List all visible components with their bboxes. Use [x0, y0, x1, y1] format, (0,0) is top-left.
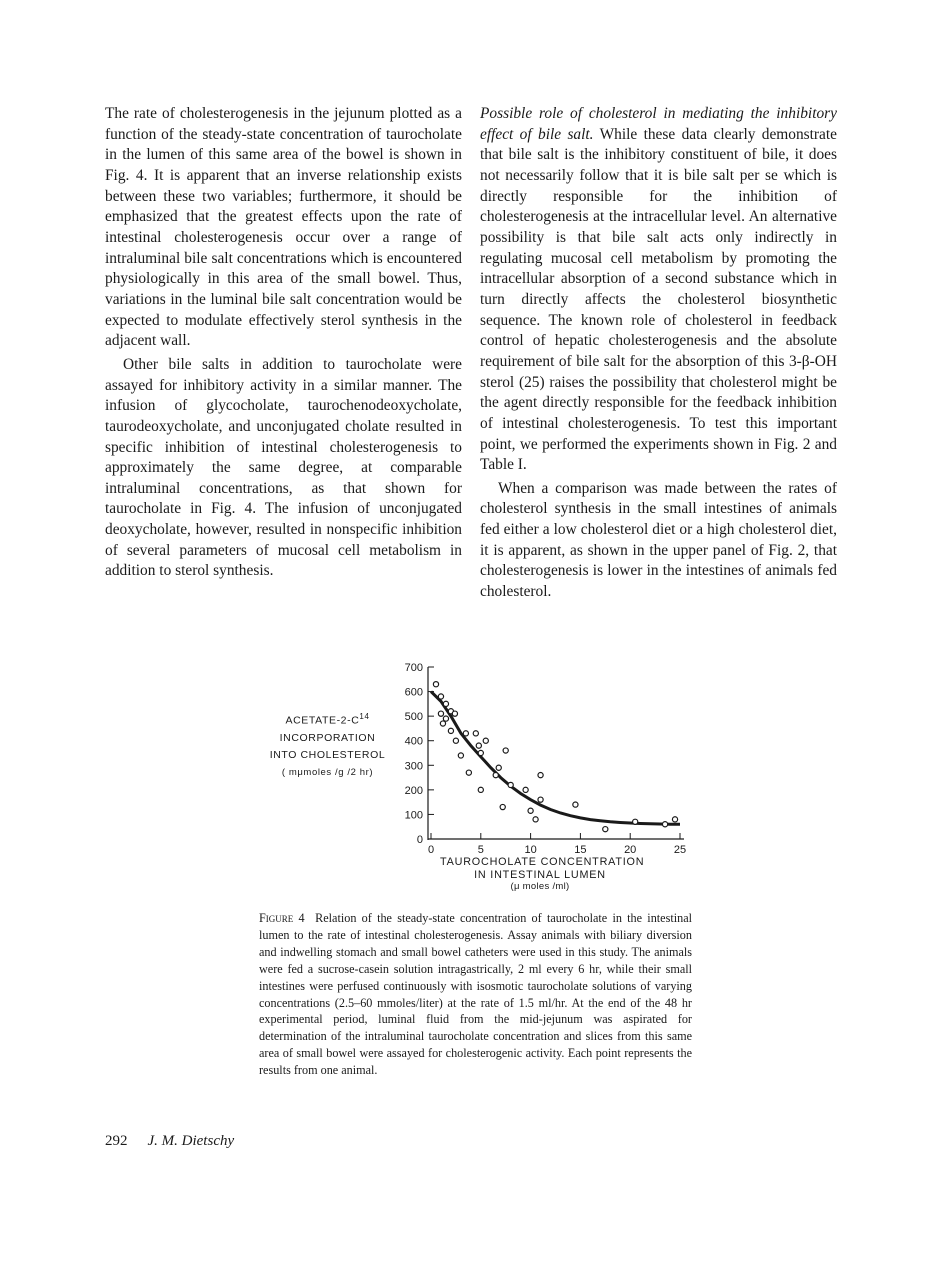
y-tick-label: 300 — [404, 760, 423, 773]
y-axis-label-line: ACETATE-$2-C^{14}$ — [285, 712, 370, 727]
data-point — [476, 743, 481, 748]
x-tick-label: 25 — [673, 844, 687, 856]
figure-caption — [259, 910, 692, 1079]
data-point — [573, 802, 578, 807]
x-axis-label-line: IN INTESTINAL LUMEN — [474, 868, 606, 881]
caption-text: Relation of the steady-state concentration of taurocholate in the intestinal lumen to the rate of intestinal cholesterogenesis. Assay animals with biliary diversion and indwelling stomach and small bowel catheters were used in this study. The animals were fed a sucrose-casein solution intragastrically, 2 ml every 6 hr, while their small intestines were perfused continuously with isosmotic taurocholate solutions of varying concentrations (2.5–60 mmoles/liter) at the rate of 1.5 ml/hr. At the end of the 48 hr experimental period, luminal fluid from the mid-jejunum was aspirated for determination of the intraluminal taurocholate concentration and slices from this same area of small bowel were assayed for cholesterogenic activity. Each point represents the results from one animal. — [259, 911, 692, 1078]
data-point — [443, 716, 448, 721]
section-run-in-heading: Possible role of cholesterol in mediating the inhibitory effect of bile salt. — [480, 105, 837, 143]
data-point — [448, 728, 453, 733]
data-point — [466, 770, 471, 775]
data-point — [500, 804, 505, 809]
data-point — [603, 827, 608, 832]
data-point — [453, 738, 458, 743]
data-point — [533, 817, 538, 822]
running-author: J. M. Dietschy — [147, 1133, 235, 1149]
fitted-curve — [431, 692, 680, 825]
body-paragraph: The rate of cholesterogenesis in the jejunum plotted as a function of the steady-state concentration of taurocholate in the lumen of this same area of the bowel is shown in Fig. 4. It is apparent that an inverse relationship exists between these two variables; furthermore, it should be emphasized that the greatest effects upon the rate of intestinal cholesterogenesis occur over a range of intraluminal bile salt concentrations which is encountered physiologically in this area of the small bowel. Thus, variations in the luminal bile salt concentration would be expected to modulate effectively sterol synthesis in the adjacent wall. — [105, 105, 462, 350]
data-point — [483, 738, 488, 743]
y-tick-label: 600 — [404, 686, 423, 699]
data-point — [478, 787, 483, 792]
data-point — [523, 787, 528, 792]
data-point — [633, 819, 638, 824]
right-column — [480, 104, 837, 603]
x-axis-label — [440, 856, 645, 894]
y-axis-label-line: INCORPORATION — [279, 731, 376, 744]
data-point — [452, 711, 457, 716]
y-tick-label: 700 — [404, 662, 423, 674]
y-axis-label-line: ( mμmoles /g /2 hr) — [281, 766, 374, 778]
body-paragraph — [480, 104, 837, 476]
page-number: 292 — [105, 1133, 128, 1149]
y-axis-label-line: INTO CHOLESTEROL — [269, 748, 386, 761]
data-point — [440, 721, 445, 726]
data-point — [478, 750, 483, 755]
data-point — [463, 731, 468, 736]
data-point — [473, 731, 478, 736]
left-column — [105, 104, 462, 582]
data-point — [672, 817, 677, 822]
data-point — [438, 694, 443, 699]
data-point — [503, 748, 508, 753]
body-paragraph: When a comparison was made between the rates of cholesterol synthesis in the small intestines of animals fed either a low cholesterol diet or a high cholesterol diet, it is apparent, as shown in the upper panel of Fig. 2, that cholesterogenesis is lower in the intestines of animals fed cholesterol. — [480, 479, 837, 601]
x-tick-label: 20 — [624, 844, 637, 856]
data-point — [458, 753, 463, 758]
caption-label: Figure 4 — [259, 911, 305, 925]
data-point — [433, 682, 438, 687]
y-tick-label: 400 — [404, 735, 423, 748]
data-point — [493, 773, 498, 778]
data-point — [538, 797, 543, 802]
y-tick-label: 200 — [404, 784, 423, 797]
y-tick-label: 500 — [404, 711, 423, 724]
x-tick-label: 5 — [477, 844, 484, 856]
y-tick-label: 100 — [404, 809, 423, 822]
figure-4-chart — [255, 655, 705, 900]
y-axis-label — [260, 708, 395, 781]
body-paragraph: Other bile salts in addition to taurocholate were assayed for inhibitory activity in a similar manner. The infusion of glycocholate, taurochenodeoxycholate, taurodeoxycholate, and unconjugated cholate resulted in specific inhibition of intestinal cholesterogenesis to approximately the same degree, at comparable intraluminal concentrations, as that shown for taurocholate in Fig. 4. The infusion of unconjugated deoxycholate, however, resulted in nonspecific inhibition of several parameters of mucosal cell metabolism in addition to sterol synthesis. — [105, 355, 462, 580]
data-point — [528, 808, 533, 813]
body-text: While these data clearly demonstrate that bile salt is the inhibitory constituent of bile, it does not necessarily follow that it is bile salt per se which is directly responsible for the inhibition of cholesterogenesis at the intracellular level. An alternative possibility is that bile salt acts only indirectly in regulating mucosal cell metabolism by promoting the intracellular absorption of a second substance which in turn directly affects the cholesterol biosynthetic sequence. The known role of cholesterol in feedback control of hepatic cholesterogenesis and the absolute requirement of bile salt for the absorption of this 3-β-OH sterol (25) raises the possibility that cholesterol might be the agent directly responsible for the feedback inhibition of intestinal cholesterogenesis. To test this important point, we performed the experiments shown in Fig. 2 and Table I. — [480, 125, 837, 474]
data-point — [443, 701, 448, 706]
x-tick-label: 10 — [524, 844, 537, 856]
data-point — [438, 711, 443, 716]
data-point — [496, 765, 501, 770]
x-axis-label-line: (μ moles /ml) — [510, 881, 570, 892]
x-tick-label: 0 — [427, 844, 435, 856]
x-axis-label-line: TAUROCHOLATE CONCENTRATION — [440, 856, 645, 868]
data-point — [538, 773, 543, 778]
page-footer — [105, 1133, 234, 1150]
data-point — [662, 822, 667, 827]
x-tick-label: 15 — [574, 844, 587, 856]
data-point — [508, 782, 513, 787]
y-tick-label: 0 — [416, 834, 423, 846]
